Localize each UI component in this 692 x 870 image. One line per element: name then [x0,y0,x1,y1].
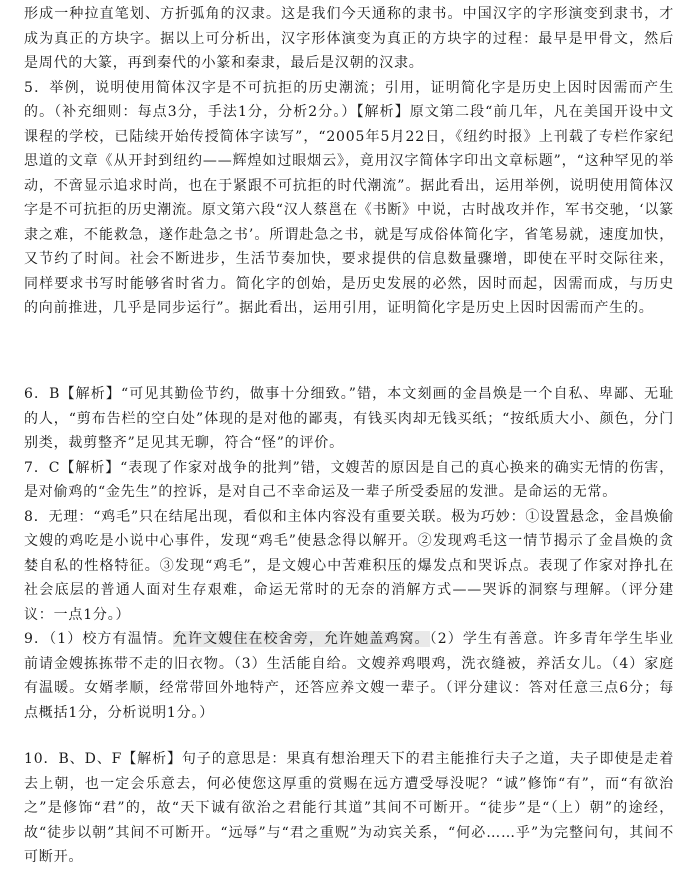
answer-block-middle [24,382,674,725]
answer-block-top [24,2,674,321]
answer-9-rest: （2）学生有善意。许多青年学生毕业前请金嫂拣拣带不走的旧衣物。（3）生活能自给。文嫂养鸡喂鸡，洗衣缝被，养活女儿。（4）家庭有温暖。女婿孝顺，经常带回外地特产，还答应养文嫂一辈子。（评分建议：答对任意三点6分；每点概括1分，分析说明1分。） [24,631,674,721]
answer-9 [24,627,674,725]
answer-8: 8．无理：“鸡毛”只在结尾出现，看似和主体内容没有重要关联。极为巧妙：①设置悬念，金昌焕偷文嫂的鸡吃是小说中心事件，发现“鸡毛”使悬念得以解开。②发现鸡毛这一情节揭示了金昌焕的贪婪自私的性格特征。③发现“鸡毛”，是文嫂心中苦难积压的爆发点和哭诉点。表现了作家对挣扎在社会底层的普通人面对生存艰难，命运无常时的无奈的消解方式——哭诉的洞察与理解。（评分建议：一点1分。） [24,508,674,623]
answer-9-lead: 9．（1）校方有温情。 [24,631,173,647]
paragraph-lishu-evolution: 形成一种拉直笔划、方折弧角的汉隶。这是我们今天通称的隶书。中国汉字的字形演变到隶书，才成为真正的方块字。据以上可分析出，汉字形体演变为真正的方块字的过程：最早是甲骨文，然后是周代的大篆，再到秦代的小篆和秦隶，最后是汉朝的汉隶。 [24,6,674,71]
answer-5: 5．举例，说明使用简体汉字是不可抗拒的历史潮流；引用，证明简化字是历史上因时因需而产生的。（补充细则：每点3分，手法1分，分析2分。）【解析】原文第二段“前几年，凡在美国开设中文课程的学校，已陆续开始传授简体字读写”，“2005年5月22日，《纽约时报》上刊载了专栏作家纪思道的文章《从开封到纽约——辉煌如过眼烟云》，竟用汉字简体字印出文章标题”，“这种罕见的举动，不啻显示追求时尚，也在于紧跟不可抗拒的时代潮流”。据此看出，运用举例，说明使用简体汉字是不可抗拒的历史潮流。原文第六段“汉人蔡邕在《书断》中说，古时战攻并作，军书交驰，‘以篆隶之难，不能救急，遂作赴急之书’。所谓赴急之书，就是写成俗体简化字，省笔易就，速度加快，又节约了时间。社会不断进步，生活节奏加快，要求提供的信息数量骤增，即使在平时交际往来，同样要求书写时能够省时省力。简化字的创始，是历史发展的必然，因时而起，因需而成，与历史的向前推进，几乎是同步运行”。据此看出，运用引用，证明简化字是历史上因时因需而产生的。 [24,79,674,316]
answer-block-bottom [24,747,674,870]
answer-6: 6．B【解析】“可见其勤俭节约，做事十分细致。”错，本文刻画的金昌焕是一个自私、卑鄙、无耻的人，“剪布告栏的空白处”体现的是对他的鄙夷，有钱买肉却无钱买纸；“按纸质大小、颜色，分门别类，裁剪整齐”足见其无聊，符合“怪”的评价。 [24,386,674,451]
answer-9-highlighted: 允许文嫂住在校舍旁，允许她盖鸡窝。 [172,631,430,647]
answer-7: 7．C【解析】“表现了作家对战争的批判”错，文嫂苦的原因是自己的真心换来的确实无情的伤害，是对偷鸡的“金先生”的控诉，是对自己不幸命运及一辈子所受委屈的发泄。是命运的无常。 [24,459,674,500]
answer-10: 10．B、D、F【解析】句子的意思是：果真有想治理天下的君主能推行夫子之道，夫子即使是走着去上朝，也一定会乐意去，何必使您这厚重的赏赐在远方遭受辱没呢？“诚”修饰“有”，而“有欲治之”是修饰“君”的，故“天下诚有欲治之君能行其道”其间不可断开。“徒步”是“（上）朝”的途经，故“徒步以朝”其间不可断开。“远辱”与“君之重贶”为动宾关系，“何必……乎”为完整问句，其间不可断开。 [24,751,674,865]
